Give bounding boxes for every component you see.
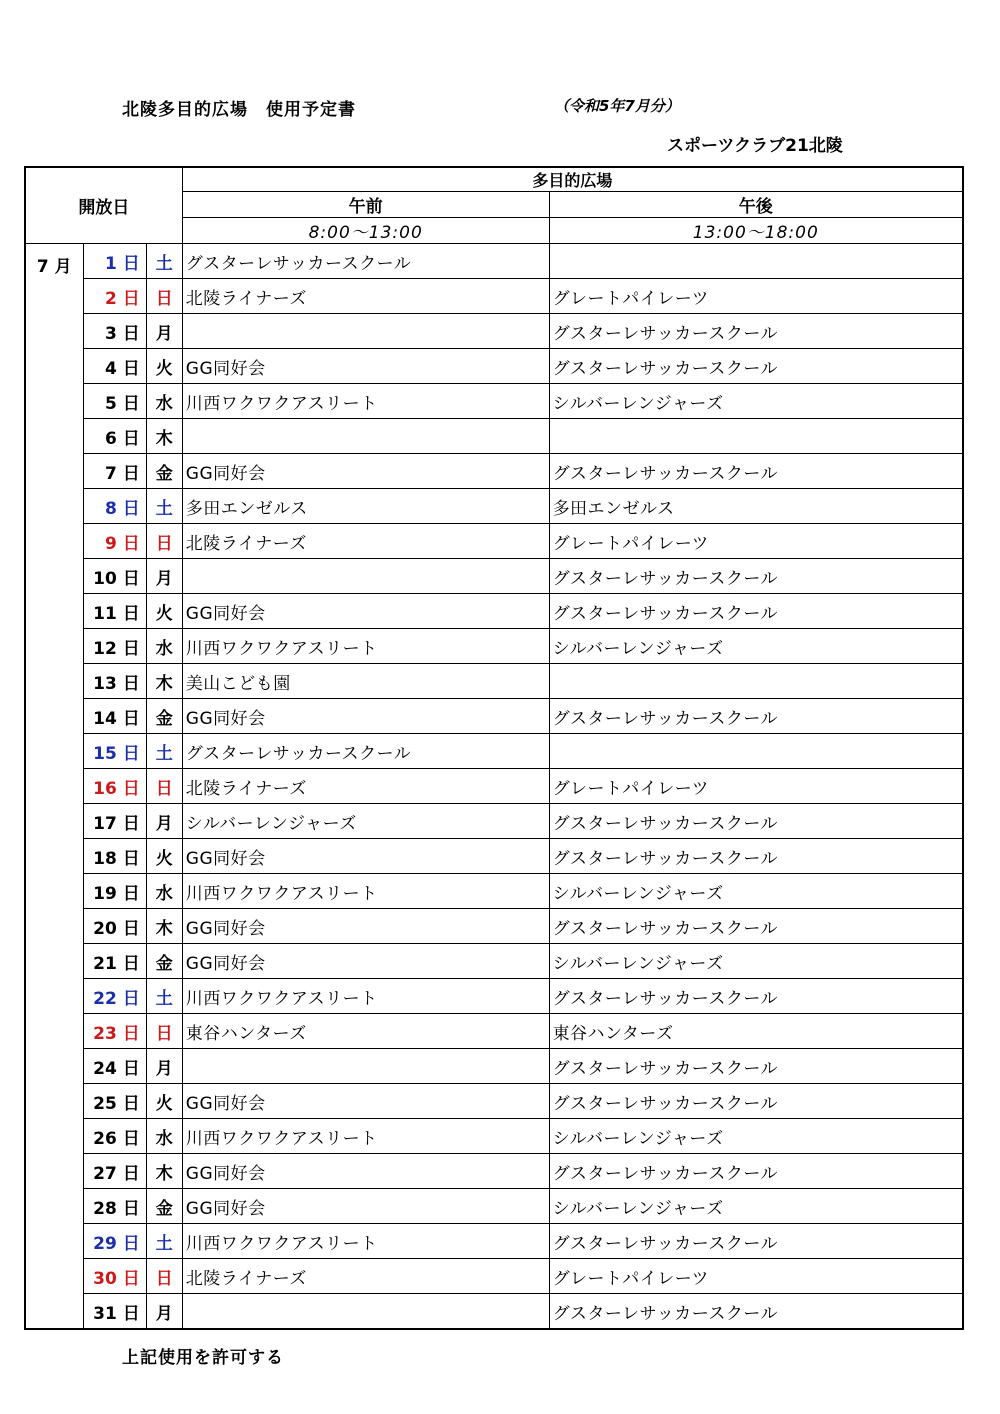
morning-slot: GG同好会 [182,699,549,734]
afternoon-slot: グレートパイレーツ [549,524,963,559]
morning-slot: GG同好会 [182,454,549,489]
afternoon-slot: グスターレサッカースクール [549,839,963,874]
table-row [25,944,963,979]
table-row [25,874,963,909]
date-cell: 13 日 [83,664,146,699]
weekday-cell: 金 [146,699,182,734]
morning-slot: GG同好会 [182,594,549,629]
date-cell: 6 日 [83,419,146,454]
weekday-cell: 水 [146,384,182,419]
morning-slot: GG同好会 [182,1084,549,1119]
date-cell: 12 日 [83,629,146,664]
afternoon-slot: グスターレサッカースクール [549,699,963,734]
afternoon-slot: グスターレサッカースクール [549,594,963,629]
afternoon-slot [549,734,963,769]
weekday-cell: 土 [146,244,182,279]
date-cell: 15 日 [83,734,146,769]
header-row-facility [25,167,963,192]
weekday-cell: 日 [146,279,182,314]
table-row [25,559,963,594]
afternoon-slot [549,419,963,454]
date-cell: 19 日 [83,874,146,909]
date-cell: 17 日 [83,804,146,839]
afternoon-slot: グスターレサッカースクール [549,979,963,1014]
date-cell: 28 日 [83,1189,146,1224]
table-row [25,1154,963,1189]
weekday-cell: 土 [146,489,182,524]
morning-time: 8:00～13:00 [182,218,549,244]
weekday-cell: 土 [146,734,182,769]
morning-slot: GG同好会 [182,944,549,979]
morning-slot: 川西ワクワクアスリート [182,979,549,1014]
table-row [25,384,963,419]
table-row [25,1294,963,1330]
table-row [25,734,963,769]
weekday-cell: 月 [146,804,182,839]
afternoon-slot: シルバーレンジャーズ [549,1119,963,1154]
morning-slot: GG同好会 [182,1189,549,1224]
table-row [25,314,963,349]
afternoon-slot: シルバーレンジャーズ [549,874,963,909]
date-cell: 30 日 [83,1259,146,1294]
date-cell: 11 日 [83,594,146,629]
afternoon-slot: シルバーレンジャーズ [549,1189,963,1224]
weekday-cell: 水 [146,629,182,664]
afternoon-slot: グスターレサッカースクール [549,454,963,489]
weekday-cell: 日 [146,524,182,559]
morning-slot: 川西ワクワクアスリート [182,874,549,909]
organization-name: スポーツクラブ21北陵 [667,136,843,156]
afternoon-slot: グレートパイレーツ [549,1259,963,1294]
date-cell: 5 日 [83,384,146,419]
date-cell: 2 日 [83,279,146,314]
period-label: （令和5年7月分） [554,97,680,115]
month-cell: 7 月 [25,244,83,1330]
afternoon-header: 午後 [549,192,963,218]
afternoon-slot: シルバーレンジャーズ [549,944,963,979]
facility-header: 多目的広場 [182,167,963,192]
table-row [25,1049,963,1084]
afternoon-slot: グスターレサッカースクール [549,804,963,839]
date-cell: 29 日 [83,1224,146,1259]
morning-slot: 川西ワクワクアスリート [182,384,549,419]
table-row [25,769,963,804]
weekday-cell: 木 [146,664,182,699]
date-cell: 22 日 [83,979,146,1014]
morning-slot: GG同好会 [182,349,549,384]
afternoon-time: 13:00～18:00 [549,218,963,244]
weekday-cell: 火 [146,1084,182,1119]
morning-slot: GG同好会 [182,1154,549,1189]
weekday-cell: 水 [146,1119,182,1154]
morning-slot [182,559,549,594]
morning-slot [182,314,549,349]
weekday-cell: 金 [146,944,182,979]
table-row [25,839,963,874]
afternoon-slot [549,664,963,699]
weekday-cell: 火 [146,594,182,629]
morning-slot: GG同好会 [182,909,549,944]
table-row [25,454,963,489]
morning-slot: シルバーレンジャーズ [182,804,549,839]
weekday-cell: 木 [146,1154,182,1189]
date-cell: 21 日 [83,944,146,979]
afternoon-slot: シルバーレンジャーズ [549,629,963,664]
morning-slot: 東谷ハンターズ [182,1014,549,1049]
date-cell: 25 日 [83,1084,146,1119]
morning-slot [182,1294,549,1330]
afternoon-slot: グレートパイレーツ [549,769,963,804]
table-row [25,594,963,629]
morning-slot: グスターレサッカースクール [182,734,549,769]
table-row [25,524,963,559]
afternoon-slot: シルバーレンジャーズ [549,384,963,419]
table-row [25,279,963,314]
weekday-cell: 火 [146,349,182,384]
afternoon-slot: グスターレサッカースクール [549,909,963,944]
morning-slot [182,419,549,454]
weekday-cell: 日 [146,1259,182,1294]
date-cell: 9 日 [83,524,146,559]
table-row [25,909,963,944]
table-row [25,1259,963,1294]
table-row [25,804,963,839]
date-cell: 3 日 [83,314,146,349]
morning-slot: 多田エンゼルス [182,489,549,524]
afternoon-slot: 多田エンゼルス [549,489,963,524]
table-row [25,349,963,384]
weekday-cell: 月 [146,1294,182,1330]
morning-slot: 川西ワクワクアスリート [182,629,549,664]
weekday-cell: 木 [146,909,182,944]
morning-slot: 北陵ライナーズ [182,1259,549,1294]
date-cell: 8 日 [83,489,146,524]
table-row [25,664,963,699]
afternoon-slot: グスターレサッカースクール [549,1294,963,1330]
morning-slot: 川西ワクワクアスリート [182,1119,549,1154]
table-row [25,1224,963,1259]
date-cell: 20 日 [83,909,146,944]
table-row [25,489,963,524]
table-row [25,1119,963,1154]
morning-slot: 北陵ライナーズ [182,524,549,559]
afternoon-slot: グスターレサッカースクール [549,1049,963,1084]
table-row [25,1189,963,1224]
date-cell: 1 日 [83,244,146,279]
weekday-cell: 火 [146,839,182,874]
afternoon-slot: グスターレサッカースクール [549,1224,963,1259]
morning-header: 午前 [182,192,549,218]
afternoon-slot: 東谷ハンターズ [549,1014,963,1049]
weekday-cell: 木 [146,419,182,454]
afternoon-slot: グスターレサッカースクール [549,314,963,349]
morning-slot: グスターレサッカースクール [182,244,549,279]
date-cell: 10 日 [83,559,146,594]
weekday-cell: 土 [146,979,182,1014]
weekday-cell: 日 [146,1014,182,1049]
date-cell: 16 日 [83,769,146,804]
approval-text: 上記使用を許可する [122,1348,284,1368]
morning-slot: 川西ワクワクアスリート [182,1224,549,1259]
document-title: 北陵多目的広場 使用予定書 [122,100,356,120]
afternoon-slot [549,244,963,279]
weekday-cell: 月 [146,1049,182,1084]
morning-slot [182,1049,549,1084]
afternoon-slot: グスターレサッカースクール [549,1154,963,1189]
afternoon-slot: グスターレサッカースクール [549,349,963,384]
weekday-cell: 金 [146,1189,182,1224]
table-row [25,699,963,734]
weekday-cell: 月 [146,314,182,349]
afternoon-slot: グスターレサッカースクール [549,559,963,594]
morning-slot: GG同好会 [182,839,549,874]
date-cell: 26 日 [83,1119,146,1154]
date-cell: 24 日 [83,1049,146,1084]
date-cell: 4 日 [83,349,146,384]
date-cell: 18 日 [83,839,146,874]
weekday-cell: 日 [146,769,182,804]
table-row [25,1084,963,1119]
table-row [25,979,963,1014]
date-cell: 31 日 [83,1294,146,1330]
date-cell: 14 日 [83,699,146,734]
table-row [25,419,963,454]
morning-slot: 北陵ライナーズ [182,279,549,314]
weekday-cell: 水 [146,874,182,909]
table-row [25,629,963,664]
afternoon-slot: グスターレサッカースクール [549,1084,963,1119]
afternoon-slot: グレートパイレーツ [549,279,963,314]
weekday-cell: 月 [146,559,182,594]
date-cell: 23 日 [83,1014,146,1049]
morning-slot: 北陵ライナーズ [182,769,549,804]
morning-slot: 美山こども園 [182,664,549,699]
date-cell: 27 日 [83,1154,146,1189]
weekday-cell: 金 [146,454,182,489]
weekday-cell: 土 [146,1224,182,1259]
date-cell: 7 日 [83,454,146,489]
open-day-header: 開放日 [25,167,182,244]
table-row [25,244,963,279]
schedule-table [24,166,964,1330]
table-row [25,1014,963,1049]
